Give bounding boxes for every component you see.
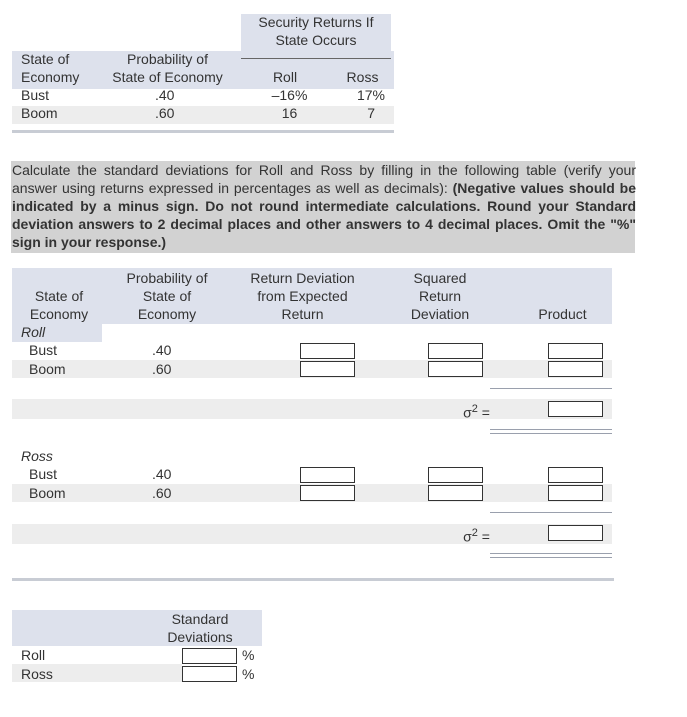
row-roll: 16 bbox=[281, 105, 298, 121]
roll-boom-squared-input[interactable] bbox=[428, 361, 483, 377]
ross-bust-deviation-input[interactable] bbox=[300, 467, 355, 483]
section-label-roll: Roll bbox=[21, 324, 46, 340]
row-roll: –16% bbox=[271, 87, 308, 103]
ross-boom-squared-input[interactable] bbox=[428, 485, 483, 501]
section-label-ross: Ross bbox=[21, 448, 53, 464]
col-header-product: Product bbox=[538, 306, 587, 322]
col-header-state: State of Economy bbox=[21, 51, 80, 85]
col-header-probability: Probability of State of Economy bbox=[112, 51, 223, 85]
row-prob: .40 bbox=[152, 466, 172, 482]
row-state: Boom bbox=[29, 361, 66, 377]
row-state: Bust bbox=[29, 342, 58, 358]
roll-variance-label: $\sigma^2$ = bbox=[463, 403, 490, 421]
ross-bust-squared-input[interactable] bbox=[428, 467, 483, 483]
ross-variance-label: $\sigma^2$ = bbox=[463, 527, 490, 545]
row-prob: .40 bbox=[152, 342, 172, 358]
row-prob: .60 bbox=[152, 361, 172, 377]
col-header-return-deviation: Return Deviation from Expected Return bbox=[250, 270, 355, 322]
roll-boom-product-input[interactable] bbox=[548, 361, 603, 377]
roll-boom-deviation-input[interactable] bbox=[300, 361, 355, 377]
row-state: Bust bbox=[21, 87, 50, 103]
col-header-roll: Roll bbox=[272, 69, 298, 85]
col-header-probability: Probability of State of Economy bbox=[126, 270, 208, 322]
percent-unit: % bbox=[242, 666, 255, 682]
row-prob: .40 bbox=[155, 87, 175, 103]
returns-group-header: Security Returns If State Occurs bbox=[258, 14, 374, 48]
row-state: Bust bbox=[29, 466, 58, 482]
col-header-squared-deviation: Squared Return Deviation bbox=[410, 270, 470, 322]
ross-sd-input[interactable] bbox=[182, 666, 237, 682]
row-ross: 7 bbox=[367, 105, 375, 121]
sd-row-label-ross: Ross bbox=[21, 666, 53, 682]
col-header-ross: Ross bbox=[346, 69, 379, 85]
roll-variance-input[interactable] bbox=[548, 401, 603, 417]
roll-sd-input[interactable] bbox=[182, 648, 237, 664]
roll-bust-squared-input[interactable] bbox=[428, 343, 483, 359]
ross-boom-product-input[interactable] bbox=[548, 485, 603, 501]
row-prob: .60 bbox=[152, 485, 172, 501]
ross-variance-input[interactable] bbox=[548, 525, 603, 541]
instructions: Calculate the standard deviations for Roll and Ross by filling in the following table (verify your answer using returns expressed in percentages as well as decimals): (Negative values should be indicated by a minus sign. Do not round intermediate calculations. Round your Standard deviation answers to 2 decimal places and other answers to 4 decimal places. Omit the "%" sign in your response.) bbox=[12, 162, 636, 250]
ross-boom-deviation-input[interactable] bbox=[300, 485, 355, 501]
roll-bust-deviation-input[interactable] bbox=[300, 343, 355, 359]
col-header-state: State of Economy bbox=[29, 288, 89, 322]
row-state: Boom bbox=[29, 485, 66, 501]
row-state: Boom bbox=[21, 105, 58, 121]
roll-bust-product-input[interactable] bbox=[548, 343, 603, 359]
row-ross: 17% bbox=[356, 87, 385, 103]
percent-unit: % bbox=[242, 647, 255, 663]
col-header-standard-deviations: Standard Deviations bbox=[167, 611, 233, 645]
sd-row-label-roll: Roll bbox=[21, 647, 46, 663]
ross-bust-product-input[interactable] bbox=[548, 467, 603, 483]
row-prob: .60 bbox=[155, 105, 175, 121]
